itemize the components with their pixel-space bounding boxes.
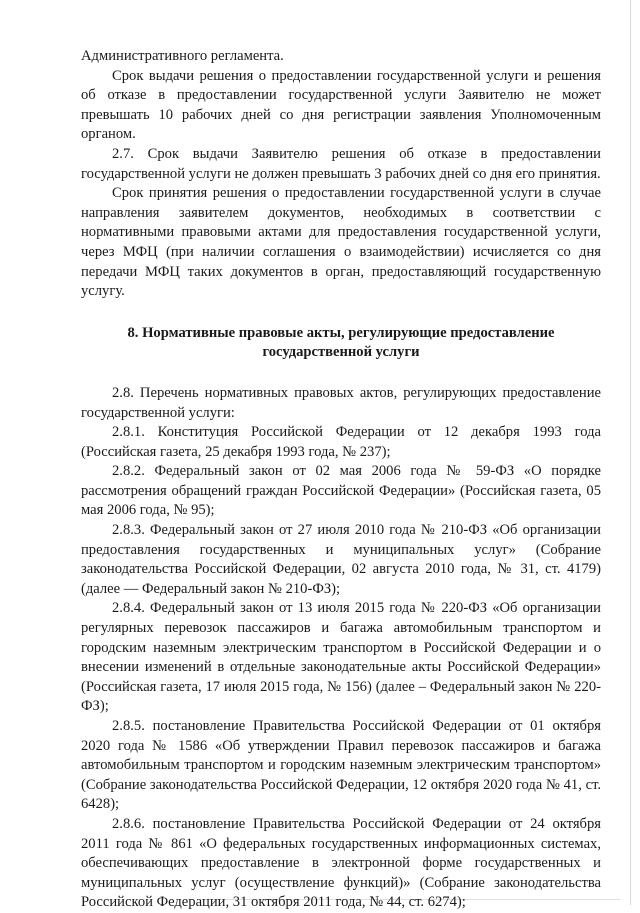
paragraph-mfc-term: Срок принятия решения о предоставлении государственной услуги в случае направления заявителем документов, необходимых в соответствии с нормативными правовыми актами для предоставления государственной услуги, через МФЦ (при наличии соглашения о взаимодействии) исчисляется со дня передачи МФЦ таких документов в орган, предоставляющий государственную услугу. [81,185,601,300]
paragraph-2-8-1: 2.8.1. Конституция Российской Федерации от 12 декабря 1993 года (Российская газета, 25 декабря 1993 года, № 237); [81,424,601,460]
document-body [81,47,601,913]
paragraph-2-8-3: 2.8.3. Федеральный закон от 27 июля 2010 года № 210-ФЗ «Об организации предоставления государственных и муниципальных услуг» (Собрание законодательства Российской Федерации, 02 августа 2010 года, № 31, ст. 4179) (далее — Федеральный закон № 210-ФЗ); [81,522,601,597]
paragraph-2-8-6: 2.8.6. постановление Правительства Российской Федерации от 24 октября 2011 года № 861 «О федеральных государственных информационных системах, обеспечивающих предоставление в электронной форме государственных и муниципальных услуг (осуществление функций)» (Собрание законодательства Российской Федерации, 31 октября 2011 года, № 44, ст. 6274); [81,815,601,911]
paragraph-decision-term: Срок выдачи решения о предоставлении государственной услуги и решения об отказе в предоставлении государственной услуги Заявителю не может превышать 10 рабочих дней со дня регистрации заявления Уполномоченным органом. [81,67,601,143]
paragraph-2-8-5: 2.8.5. постановление Правительства Российской Федерации от 01 октября 2020 года № 1586 «Об утверждении Правил перевозок пассажиров и багажа автомобильным транспортом и городским наземным электрическим транспортом» (Собрание законодательства Российской Федерации, 12 октября 2020 года № 41, ст. 6428); [81,718,601,813]
paragraph-2-8-2: 2.8.2. Федеральный закон от 02 мая 2006 года № 59-ФЗ «О порядке рассмотрения обращений граждан Российской Федерации» (Российская газета, 05 мая 2006 года, № 95); [81,463,601,519]
paragraph-2-8: 2.8. Перечень нормативных правовых актов, регулирующих предоставление государственной услуги: [81,384,601,421]
paragraph-2-7: 2.7. Срок выдачи Заявителю решения об отказе в предоставлении государственной услуги не должен превышать 3 рабочих дней со дня его принятия. [81,145,601,182]
section-heading: 8. Нормативные правовые акты, регулирующие предоставление государственной услуги [127,324,555,361]
paragraph-2-8-4: 2.8.4. Федеральный закон от 13 июля 2015 года № 220-ФЗ «Об организации регулярных перевозок пассажиров и багажа автомобильным транспортом и городским наземным электрическим транспортом в Российской Федерации и о внесении изменений в отдельные законодательные акты Российской Федерации» (Российская газета, 17 июля 2015 года, № 156) (далее – Федеральный закон № 220-ФЗ); [81,600,601,715]
page-edge-right [630,0,631,905]
paragraph-regulation-end: Административного регламента. [81,48,284,64]
